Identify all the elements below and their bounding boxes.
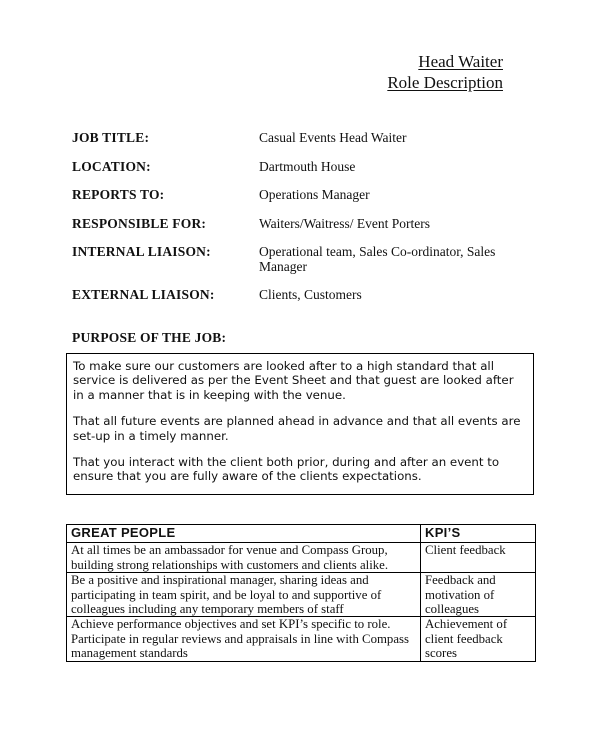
purpose-paragraph: To make sure our customers are looked after to a high standard that all service is delivered as per the Event Sheet and that guest are looked after in a manner that is in keeping with the venue. xyxy=(73,359,514,402)
purpose-box xyxy=(66,353,534,495)
field-label: INTERNAL LIAISON: xyxy=(72,244,211,259)
column-header-great-people: GREAT PEOPLE xyxy=(67,525,421,543)
table-cell-description: At all times be an ambassador for venue and Compass Group, building strong relationships with customers and clients alike. xyxy=(67,543,421,573)
table-row xyxy=(67,543,536,573)
field-external-liaison xyxy=(72,287,512,302)
field-reports-to xyxy=(72,187,512,202)
purpose-heading: PURPOSE OF THE JOB: xyxy=(72,330,227,345)
field-label: JOB TITLE: xyxy=(72,130,150,145)
field-value: Dartmouth House xyxy=(259,159,356,174)
title-line-head-waiter: Head Waiter xyxy=(418,52,503,71)
field-label: RESPONSIBLE FOR: xyxy=(72,216,207,231)
table-header-row xyxy=(67,525,536,543)
field-location xyxy=(72,159,512,174)
table-cell-description: Be a positive and inspirational manager, sharing ideas and participating in team spirit, and be loyal to and supportive of colleagues including any temporary members of staff xyxy=(67,573,421,617)
table-row xyxy=(67,573,536,617)
table-cell-kpi: Feedback and motivation of colleagues xyxy=(421,573,536,617)
field-value: Operations Manager xyxy=(259,187,370,202)
field-value: Clients, Customers xyxy=(259,287,362,302)
field-value: Waiters/Waitress/ Event Porters xyxy=(259,216,431,231)
document-title xyxy=(387,51,503,93)
field-job-title xyxy=(72,130,512,145)
purpose-paragraph: That you interact with the client both prior, during and after an event to ensure that you are fully aware of the clients expectations. xyxy=(73,455,500,484)
field-value: Operational team, Sales Co-ordinator, Sales Manager xyxy=(259,244,496,274)
field-value: Casual Events Head Waiter xyxy=(259,130,407,145)
column-header-kpis: KPI’S xyxy=(421,525,536,543)
field-responsible-for xyxy=(72,216,512,231)
table-row xyxy=(67,617,536,661)
table-cell-kpi: Achievement of client feedback scores xyxy=(421,617,536,661)
table-cell-description: Achieve performance objectives and set KPI’s specific to role. Participate in regular reviews and appraisals in line with Compass management standards xyxy=(67,617,421,661)
field-label: EXTERNAL LIAISON: xyxy=(72,287,215,302)
purpose-paragraph: That all future events are planned ahead in advance and that all events are set-up in a timely manner. xyxy=(73,414,521,443)
field-label: REPORTS TO: xyxy=(72,187,165,202)
job-details xyxy=(72,130,512,302)
kpi-table xyxy=(66,524,536,662)
field-label: LOCATION: xyxy=(72,159,151,174)
title-line-role-description: Role Description xyxy=(387,73,503,92)
table-cell-kpi: Client feedback xyxy=(421,543,536,573)
field-internal-liaison xyxy=(72,244,512,274)
